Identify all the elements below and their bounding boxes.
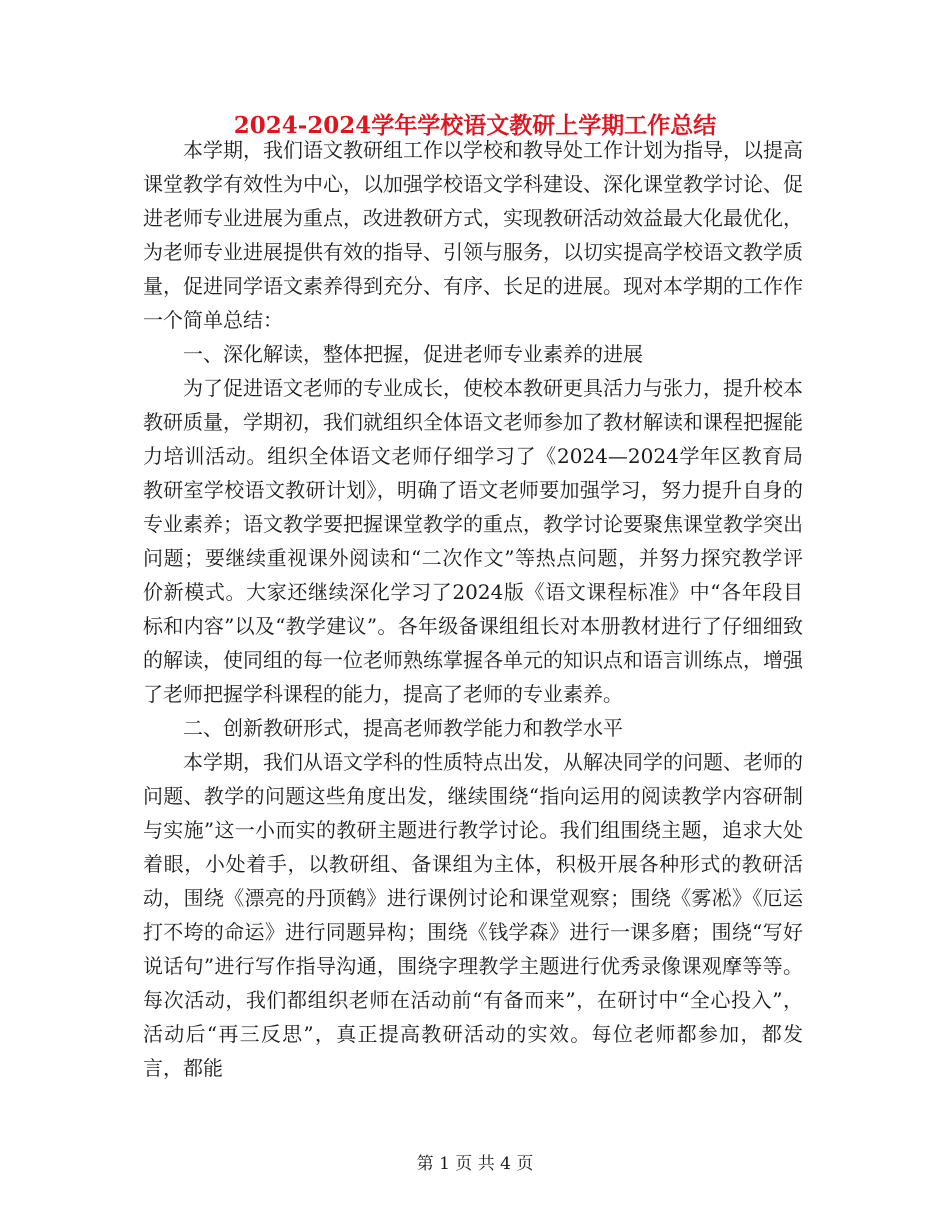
section-heading-1: 一、深化解读，整体把握，促进老师专业素养的进展	[183, 342, 643, 366]
section-heading-2: 二、创新教研形式，提高老师教学能力和教学水平	[183, 716, 623, 740]
document-title: 2024-2024学年学校语文教研上学期工作总结	[233, 112, 717, 139]
intro-paragraph: 本学期，我们语文教研组工作以学校和教导处工作计划为指导，以提高课堂教学有效性为中心，以加强学校语文学科建设、深化课堂教学讨论、促进老师专业进展为重点，改进教研方式，实现教研活动效益最大化最优化，为老师专业进展提供有效的指导、引领与服务，以切实提高学校语文教学质量，促进同学语文素养得到充分、有序、长足的进展。现对本学期的工作作一个简单总结：	[143, 138, 803, 332]
section-1-paragraph: 为了促进语文老师的专业成长，使校本教研更具活力与张力，提升校本教研质量，学期初，我们就组织全体语文老师参加了教材解读和课程把握能力培训活动。组织全体语文老师仔细学习了《2024—2024学年区教育局教研室学校语文教研计划》，明确了语文老师要加强学习，努力提升自身的专业素养；语文教学要把握课堂教学的重点，教学讨论要聚焦课堂教学突出问题；要继续重视课外阅读和“二次作文”等热点问题，并努力探究教学评价新模式。大家还继续深化学习了2024版《语文课程标准》中“各年段目标和内容”以及“教学建议”。各年级备课组组长对本册教材进行了仔细细致的解读，使同组的每一位老师熟练掌握各单元的知识点和语言训练点，增强了老师把握学科课程的能力，提高了老师的专业素养。	[143, 376, 803, 706]
section-2-paragraph: 本学期，我们从语文学科的性质特点出发，从解决同学的问题、老师的问题、教学的问题这些角度出发，继续围绕“指向运用的阅读教学内容研制与实施”这一小而实的教研主题进行教学讨论。我们组围绕主题，追求大处着眼，小处着手，以教研组、备课组为主体，积极开展各种形式的教研活动，围绕《漂亮的丹顶鹤》进行课例讨论和课堂观察；围绕《雾凇》《厄运打不垮的命运》进行同题异构；围绕《钱学森》进行一课多磨；围绕“写好说话句”进行写作指导沟通，围绕字理教学主题进行优秀录像课观摩等等。每次活动，我们都组织老师在活动前“有备而来”，在研讨中“全心投入”，活动后“再三反思”，真正提高教研活动的实效。每位老师都参加，都发言，都能	[143, 750, 803, 1080]
document-body	[143, 133, 803, 1085]
page-footer: 第 1 页 共 4 页	[416, 1154, 534, 1174]
